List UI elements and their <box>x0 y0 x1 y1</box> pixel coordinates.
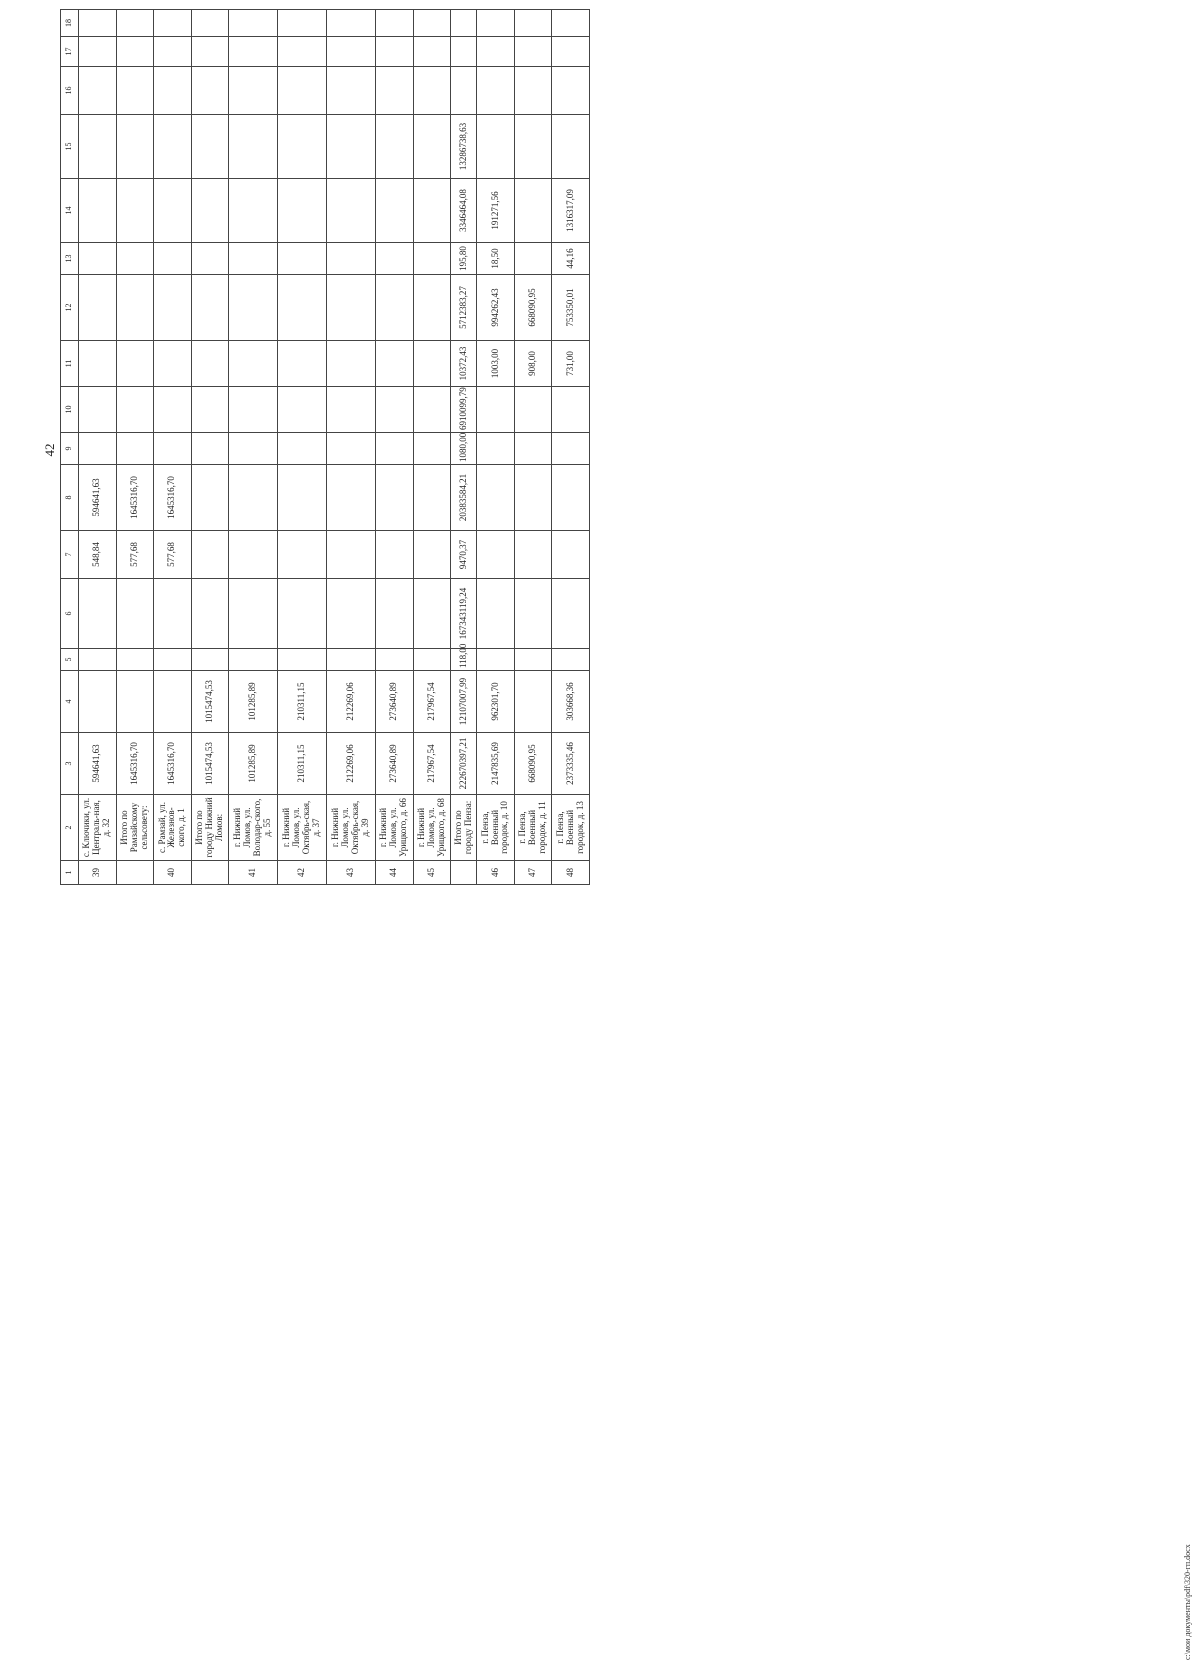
table-cell-col-6 <box>477 579 515 649</box>
table-cell-col-17 <box>278 37 327 67</box>
header-cell: 10 <box>61 387 79 433</box>
table-cell-col-2: г. Нижний Ломов, ул. Володар-ского, д. 55 <box>229 795 278 861</box>
table-cell-col-13 <box>514 243 552 275</box>
table-cell-col-4: 303668,36 <box>552 671 590 733</box>
table-cell-col-2: г. Пенза, Военный городок, д. 10 <box>477 795 515 861</box>
table-cell-col-8 <box>552 465 590 531</box>
table-cell-col-9 <box>79 433 117 465</box>
table-cell-col-5 <box>375 649 413 671</box>
table-cell-col-6 <box>413 579 451 649</box>
table-cell-col-18 <box>514 10 552 37</box>
table-cell-col-15 <box>154 115 192 179</box>
table-cell-col-3: 1645316,70 <box>116 733 154 795</box>
table-cell-col-4: 273640,89 <box>375 671 413 733</box>
table-cell-col-6 <box>327 579 376 649</box>
header-cell: 11 <box>61 341 79 387</box>
table-cell-col-12: 753350,01 <box>552 275 590 341</box>
table-cell-col-3: 2147835,69 <box>477 733 515 795</box>
header-cell: 5 <box>61 649 79 671</box>
table-row <box>477 10 515 885</box>
table-cell-col-16 <box>477 67 515 115</box>
table-cell-col-18 <box>154 10 192 37</box>
table-cell-col-6 <box>278 579 327 649</box>
table-cell-col-16 <box>229 67 278 115</box>
table-row <box>552 10 590 885</box>
table-cell-col-1: 48 <box>552 861 590 885</box>
table-cell-col-4: 217967,54 <box>413 671 451 733</box>
table-cell-col-1: 41 <box>229 861 278 885</box>
table-cell-col-5 <box>514 649 552 671</box>
header-cell: 12 <box>61 275 79 341</box>
table-cell-col-14: 1316317,09 <box>552 179 590 243</box>
table-cell-col-17 <box>327 37 376 67</box>
table-cell-col-1: 44 <box>375 861 413 885</box>
table-cell-col-12: 994262,43 <box>477 275 515 341</box>
table-cell-col-11 <box>327 341 376 387</box>
table-cell-col-11: 731,00 <box>552 341 590 387</box>
table-cell-col-13 <box>154 243 192 275</box>
table-cell-col-11 <box>116 341 154 387</box>
table-cell-col-4 <box>116 671 154 733</box>
table-row <box>375 10 413 885</box>
table-cell-col-7 <box>278 531 327 579</box>
table-cell-col-14 <box>514 179 552 243</box>
table-row <box>327 10 376 885</box>
table-cell-col-17 <box>191 37 229 67</box>
header-cell: 15 <box>61 115 79 179</box>
table-cell-col-12 <box>413 275 451 341</box>
table-cell-col-11: 908,00 <box>514 341 552 387</box>
table-cell-col-15 <box>116 115 154 179</box>
table-cell-col-1: 42 <box>278 861 327 885</box>
table-cell-col-1: 39 <box>79 861 117 885</box>
table-row <box>451 10 477 885</box>
table-cell-col-12 <box>191 275 229 341</box>
table-cell-col-16 <box>191 67 229 115</box>
header-cell: 7 <box>61 531 79 579</box>
table-cell-col-15 <box>514 115 552 179</box>
table-row <box>229 10 278 885</box>
table-cell-col-2: г. Пенза, Военный городок, д. 13 <box>552 795 590 861</box>
table-cell-col-9 <box>552 433 590 465</box>
header-cell: 2 <box>61 795 79 861</box>
table-cell-col-8: 1645316,70 <box>116 465 154 531</box>
table-cell-col-16 <box>154 67 192 115</box>
table-cell-col-14 <box>191 179 229 243</box>
table-cell-col-17 <box>375 37 413 67</box>
table-cell-col-1: 40 <box>154 861 192 885</box>
table-cell-col-12 <box>154 275 192 341</box>
table-cell-col-10 <box>79 387 117 433</box>
table-cell-col-11 <box>154 341 192 387</box>
table-cell-col-3: 222670397,21 <box>451 733 477 795</box>
table-cell-col-11 <box>375 341 413 387</box>
table-cell-col-8 <box>413 465 451 531</box>
table-cell-col-13: 195,80 <box>451 243 477 275</box>
table-cell-col-3: 273640,89 <box>375 733 413 795</box>
table-cell-col-18 <box>552 10 590 37</box>
table-cell-col-8: 1645316,70 <box>154 465 192 531</box>
table-cell-col-9 <box>191 433 229 465</box>
table-cell-col-9: 1080,00 <box>451 433 477 465</box>
table-cell-col-12: 5712383,27 <box>451 275 477 341</box>
table-cell-col-11 <box>413 341 451 387</box>
header-cell: 8 <box>61 465 79 531</box>
table-cell-col-9 <box>278 433 327 465</box>
table-cell-col-16 <box>116 67 154 115</box>
table-row <box>514 10 552 885</box>
table-cell-col-10 <box>514 387 552 433</box>
table-cell-col-10 <box>154 387 192 433</box>
table-cell-col-14 <box>327 179 376 243</box>
table-cell-col-2: с. Рамзай, ул. Железнов-ского, д. 1 <box>154 795 192 861</box>
table-cell-col-17 <box>229 37 278 67</box>
table-cell-col-2: г. Пенза, Военный городок, д. 11 <box>514 795 552 861</box>
table-cell-col-3: 594641,63 <box>79 733 117 795</box>
table-cell-col-3: 1015474,53 <box>191 733 229 795</box>
table-cell-col-14 <box>375 179 413 243</box>
table-cell-col-7: 577,68 <box>116 531 154 579</box>
table-cell-col-2: г. Нижний Ломов, ул. Урицкого, д. 68 <box>413 795 451 861</box>
table-cell-col-8 <box>514 465 552 531</box>
table-cell-col-12 <box>327 275 376 341</box>
table-cell-col-9 <box>413 433 451 465</box>
table-cell-col-9 <box>154 433 192 465</box>
table-area <box>60 20 590 885</box>
footer-file-path: c:\мои документы\pdf\320-гп.docx <box>1183 1544 1192 1660</box>
table-cell-col-17 <box>154 37 192 67</box>
table-cell-col-11 <box>191 341 229 387</box>
table-cell-col-3: 212269,06 <box>327 733 376 795</box>
table-cell-col-10 <box>327 387 376 433</box>
table-cell-col-13 <box>413 243 451 275</box>
table-cell-col-11: 1003,00 <box>477 341 515 387</box>
table-cell-col-17 <box>413 37 451 67</box>
table-cell-col-12: 668090,95 <box>514 275 552 341</box>
table-cell-col-10 <box>413 387 451 433</box>
table-cell-col-15 <box>327 115 376 179</box>
table-cell-col-12 <box>375 275 413 341</box>
table-cell-col-15: 13286738,63 <box>451 115 477 179</box>
table-cell-col-5 <box>327 649 376 671</box>
table-cell-col-13 <box>79 243 117 275</box>
table-cell-col-4 <box>79 671 117 733</box>
table-cell-col-4: 212269,06 <box>327 671 376 733</box>
register-table <box>60 9 590 885</box>
table-cell-col-17 <box>514 37 552 67</box>
table-cell-col-6: 167343119,24 <box>451 579 477 649</box>
table-cell-col-11: 10372,43 <box>451 341 477 387</box>
table-cell-col-8 <box>477 465 515 531</box>
table-cell-col-7 <box>514 531 552 579</box>
table-cell-col-14 <box>229 179 278 243</box>
table-cell-col-1 <box>191 861 229 885</box>
table-cell-col-9 <box>477 433 515 465</box>
table-cell-col-1: 47 <box>514 861 552 885</box>
table-cell-col-2: Итого по городу Пенза: <box>451 795 477 861</box>
table-cell-col-1: 45 <box>413 861 451 885</box>
footer-frame <box>590 840 1192 1660</box>
table-cell-col-13 <box>327 243 376 275</box>
table-cell-col-10 <box>375 387 413 433</box>
table-cell-col-9 <box>327 433 376 465</box>
table-cell-col-15 <box>229 115 278 179</box>
header-cell: 1 <box>61 861 79 885</box>
table-cell-col-5 <box>477 649 515 671</box>
table-cell-col-10 <box>552 387 590 433</box>
table-cell-col-10 <box>191 387 229 433</box>
table-cell-col-10 <box>116 387 154 433</box>
table-cell-col-6 <box>154 579 192 649</box>
table-cell-col-18 <box>191 10 229 37</box>
table-row <box>413 10 451 885</box>
table-cell-col-17 <box>79 37 117 67</box>
table-cell-col-18 <box>451 10 477 37</box>
table-cell-col-7 <box>375 531 413 579</box>
table-cell-col-5: 118,00 <box>451 649 477 671</box>
table-cell-col-2: с. Ключики, ул. Централь-ная, д. 32 <box>79 795 117 861</box>
table-cell-col-7 <box>191 531 229 579</box>
table-cell-col-5 <box>278 649 327 671</box>
table-cell-col-18 <box>79 10 117 37</box>
table-cell-col-2: Итого по Рамзайскому сельсовету: <box>116 795 154 861</box>
table-cell-col-13 <box>229 243 278 275</box>
table-cell-col-5 <box>154 649 192 671</box>
table-cell-col-15 <box>552 115 590 179</box>
table-cell-col-8 <box>229 465 278 531</box>
table-cell-col-13 <box>375 243 413 275</box>
table-cell-col-13 <box>116 243 154 275</box>
table-cell-col-3: 101285,89 <box>229 733 278 795</box>
table-cell-col-16 <box>552 67 590 115</box>
header-cell: 13 <box>61 243 79 275</box>
table-cell-col-10 <box>278 387 327 433</box>
table-cell-col-14 <box>154 179 192 243</box>
table-cell-col-18 <box>116 10 154 37</box>
table-cell-col-12 <box>79 275 117 341</box>
header-cell: 16 <box>61 67 79 115</box>
table-row <box>278 10 327 885</box>
header-row <box>61 10 79 885</box>
table-cell-col-11 <box>229 341 278 387</box>
table-cell-col-5 <box>229 649 278 671</box>
table-cell-col-9 <box>375 433 413 465</box>
table-cell-col-8: 20383584,21 <box>451 465 477 531</box>
table-cell-col-4: 210311,15 <box>278 671 327 733</box>
table-cell-col-13 <box>191 243 229 275</box>
table-cell-col-8 <box>278 465 327 531</box>
table-cell-col-6 <box>79 579 117 649</box>
table-cell-col-7 <box>327 531 376 579</box>
table-cell-col-4: 12107007,99 <box>451 671 477 733</box>
table-cell-col-10 <box>477 387 515 433</box>
header-cell: 4 <box>61 671 79 733</box>
table-cell-col-9 <box>116 433 154 465</box>
table-cell-col-1 <box>451 861 477 885</box>
table-cell-col-14 <box>278 179 327 243</box>
table-cell-col-6 <box>375 579 413 649</box>
table-cell-col-7 <box>552 531 590 579</box>
table-cell-col-14 <box>79 179 117 243</box>
header-cell: 14 <box>61 179 79 243</box>
table-cell-col-3: 1645316,70 <box>154 733 192 795</box>
header-cell: 6 <box>61 579 79 649</box>
table-cell-col-6 <box>229 579 278 649</box>
header-cell: 18 <box>61 10 79 37</box>
table-cell-col-16 <box>413 67 451 115</box>
table-cell-col-3: 2373335,46 <box>552 733 590 795</box>
table-cell-col-16 <box>451 67 477 115</box>
table-cell-col-3: 210311,15 <box>278 733 327 795</box>
table-cell-col-10 <box>229 387 278 433</box>
table-row <box>116 10 154 885</box>
table-cell-col-16 <box>79 67 117 115</box>
table-cell-col-17 <box>477 37 515 67</box>
table-cell-col-6 <box>552 579 590 649</box>
table-cell-col-1: 46 <box>477 861 515 885</box>
table-cell-col-6 <box>191 579 229 649</box>
table-cell-col-15 <box>79 115 117 179</box>
table-cell-col-13: 18,50 <box>477 243 515 275</box>
table-row <box>191 10 229 885</box>
table-cell-col-2: г. Нижний Ломов, ул. Октябрь-ская, д. 37 <box>278 795 327 861</box>
table-cell-col-18 <box>375 10 413 37</box>
table-cell-col-14 <box>413 179 451 243</box>
table-cell-col-5 <box>413 649 451 671</box>
table-cell-col-15 <box>278 115 327 179</box>
table-cell-col-14: 191271,56 <box>477 179 515 243</box>
rotated-table-frame <box>60 20 590 885</box>
table-cell-col-16 <box>278 67 327 115</box>
table-cell-col-12 <box>229 275 278 341</box>
table-cell-col-5 <box>552 649 590 671</box>
header-cell: 3 <box>61 733 79 795</box>
table-cell-col-11 <box>278 341 327 387</box>
table-cell-col-1 <box>116 861 154 885</box>
table-cell-col-4: 1015474,53 <box>191 671 229 733</box>
table-cell-col-12 <box>116 275 154 341</box>
table-cell-col-2: г. Нижний Ломов, ул. Октябрь-ская, д. 39 <box>327 795 376 861</box>
table-cell-col-7 <box>229 531 278 579</box>
table-cell-col-2: г. Нижний Ломов, ул. Урицкого, д. 66 <box>375 795 413 861</box>
table-cell-col-8 <box>375 465 413 531</box>
header-cell: 9 <box>61 433 79 465</box>
table-cell-col-12 <box>278 275 327 341</box>
table-cell-col-17 <box>451 37 477 67</box>
table-cell-col-15 <box>413 115 451 179</box>
table-cell-col-7: 577,68 <box>154 531 192 579</box>
table-cell-col-9 <box>229 433 278 465</box>
table-cell-col-6 <box>116 579 154 649</box>
table-cell-col-18 <box>477 10 515 37</box>
table-row <box>154 10 192 885</box>
table-cell-col-17 <box>116 37 154 67</box>
table-cell-col-18 <box>229 10 278 37</box>
table-cell-col-13: 44,16 <box>552 243 590 275</box>
table-cell-col-8: 594641,63 <box>79 465 117 531</box>
table-cell-col-17 <box>552 37 590 67</box>
table-cell-col-7: 9470,37 <box>451 531 477 579</box>
table-cell-col-15 <box>477 115 515 179</box>
header-cell: 17 <box>61 37 79 67</box>
table-cell-col-16 <box>327 67 376 115</box>
table-cell-col-3: 217967,54 <box>413 733 451 795</box>
table-cell-col-8 <box>191 465 229 531</box>
table-cell-col-14: 3346464,08 <box>451 179 477 243</box>
table-cell-col-18 <box>327 10 376 37</box>
table-body <box>61 10 590 885</box>
table-cell-col-1: 43 <box>327 861 376 885</box>
table-cell-col-16 <box>375 67 413 115</box>
table-cell-col-13 <box>278 243 327 275</box>
table-cell-col-7: 548,84 <box>79 531 117 579</box>
table-cell-col-5 <box>116 649 154 671</box>
table-cell-col-18 <box>413 10 451 37</box>
table-cell-col-9 <box>514 433 552 465</box>
table-cell-col-5 <box>191 649 229 671</box>
table-cell-col-18 <box>278 10 327 37</box>
table-cell-col-15 <box>191 115 229 179</box>
table-cell-col-6 <box>514 579 552 649</box>
table-cell-col-7 <box>413 531 451 579</box>
table-cell-col-4: 101285,89 <box>229 671 278 733</box>
table-cell-col-11 <box>79 341 117 387</box>
table-cell-col-10: 6910099,79 <box>451 387 477 433</box>
table-cell-col-7 <box>477 531 515 579</box>
table-cell-col-4 <box>154 671 192 733</box>
table-cell-col-4: 962301,70 <box>477 671 515 733</box>
table-cell-col-2: Итого по городу Нижний Ломов: <box>191 795 229 861</box>
table-cell-col-8 <box>327 465 376 531</box>
table-cell-col-3: 668090,95 <box>514 733 552 795</box>
table-cell-col-15 <box>375 115 413 179</box>
table-cell-col-14 <box>116 179 154 243</box>
table-cell-col-4 <box>514 671 552 733</box>
table-row <box>79 10 117 885</box>
table-cell-col-5 <box>79 649 117 671</box>
page-number: 42 <box>42 443 57 457</box>
table-cell-col-16 <box>514 67 552 115</box>
